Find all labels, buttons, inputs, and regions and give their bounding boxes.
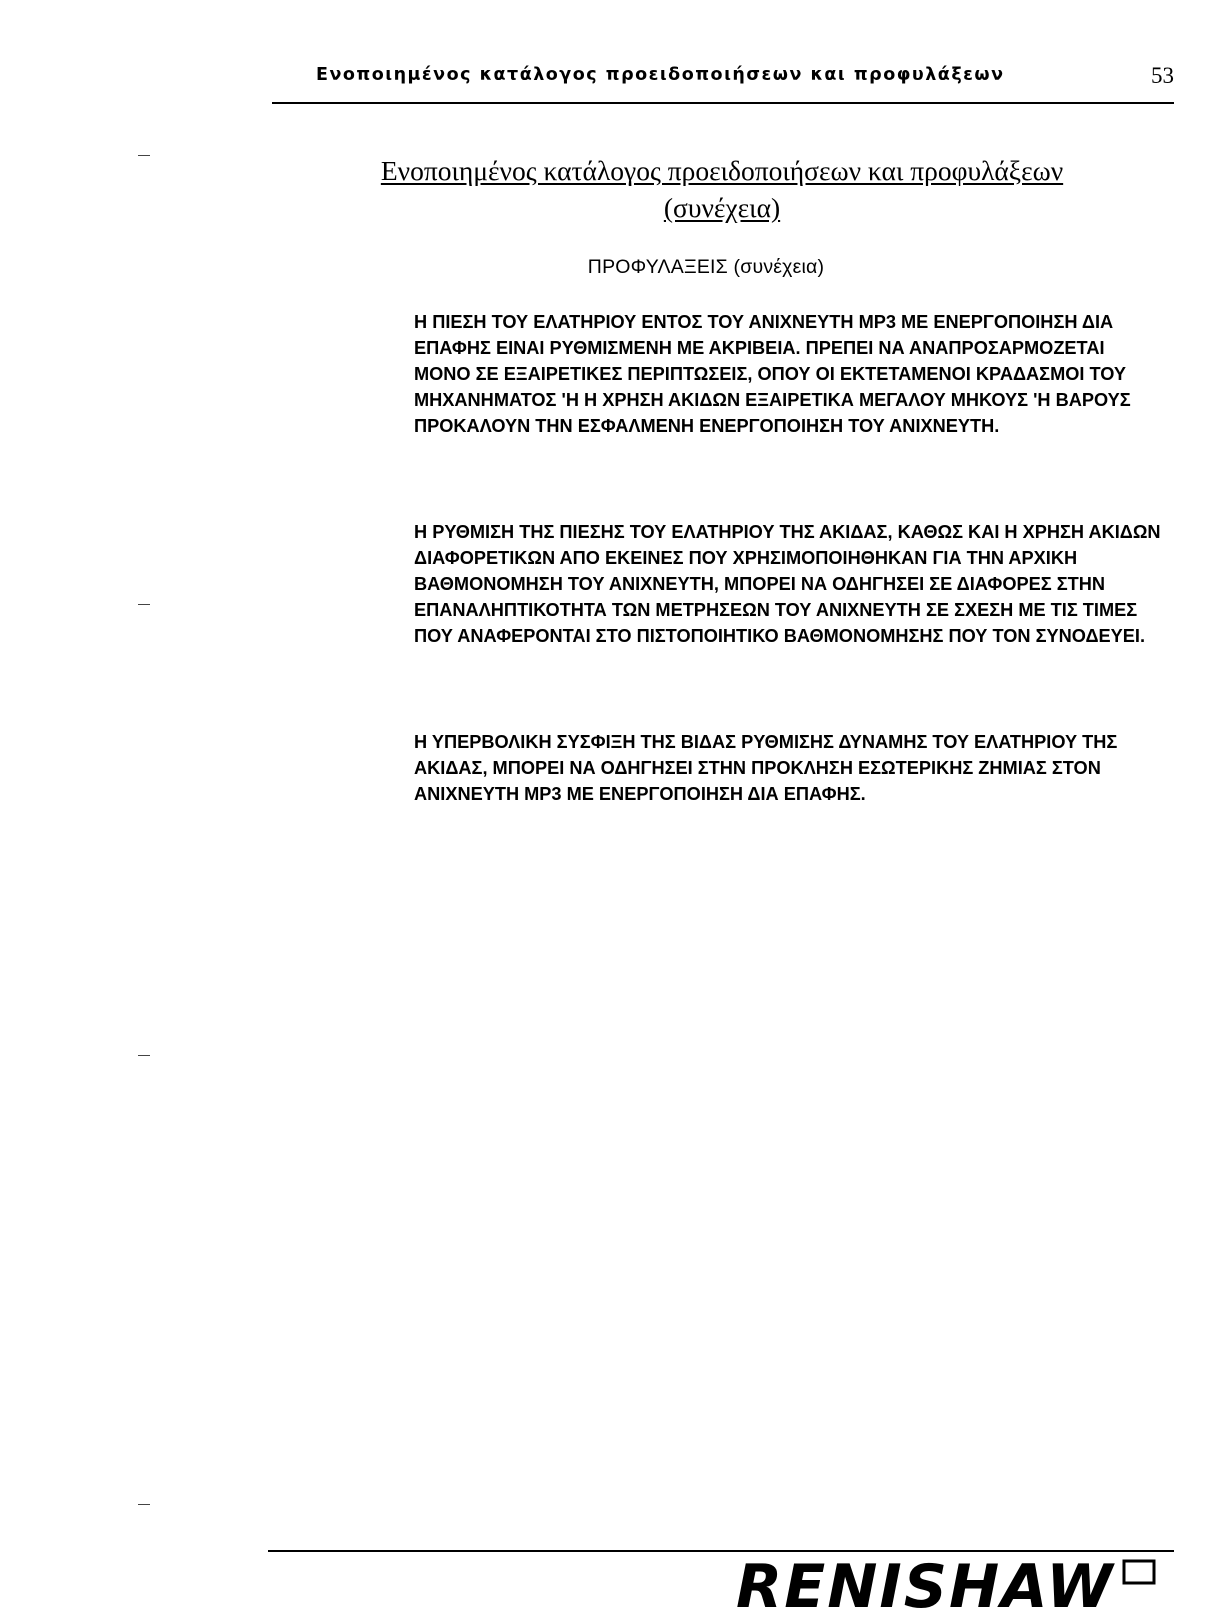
renishaw-logo-mark <box>736 1552 1162 1620</box>
logo-trademark-box <box>1124 1561 1154 1583</box>
running-title: Ενοποιημένος κατάλογος προειδοποιήσεων και προφυλάξεων <box>316 65 1005 85</box>
margin-mark <box>138 155 150 156</box>
page-title-line-2: (συνέχεια) <box>663 192 781 223</box>
precaution-paragraph-1: Η ΠΙΕΣΗ ΤΟΥ ΕΛΑΤΗΡΙΟΥ ΕΝΤΟΣ ΤΟΥ ΑΝΙΧΝΕΥΤΗ MP3 ΜΕ ΕΝΕΡΓΟΠΟΙΗΣΗ ΔΙΑ ΕΠΑΦΗΣ ΕΙΝΑΙ ΡΥΘΜΙΣΜΕΝΗ ΜΕ ΑΚΡΙΒΕΙΑ. ΠΡΕΠΕΙ ΝΑ ΑΝΑΠΡΟΣΑΡΜΟΖΕΤΑΙ ΜΟΝΟ ΣΕ ΕΞΑΙΡΕΤΙΚΕΣ ΠΕΡΙΠΤΩΣΕΙΣ, ΟΠΟΥ ΟΙ ΕΚΤΕΤΑΜΕΝΟΙ ΚΡΑΔΑΣΜΟΙ ΤΟΥ ΜΗΧΑΝΗΜΑΤΟΣ 'Η Η ΧΡΗΣΗ ΑΚΙΔΩΝ ΕΞΑΙΡΕΤΙΚΑ ΜΕΓΑΛΟΥ ΜΗΚΟΥΣ 'Η ΒΑΡΟΥΣ ΠΡΟΚΑΛΟΥΝ ΤΗΝ ΕΣΦΑΛΜΕΝΗ ΕΝΕΡΓΟΠΟΙΗΣΗ ΤΟΥ ΑΝΙΧΝΕΥΤΗ. <box>414 312 1131 436</box>
margin-mark <box>138 1504 150 1505</box>
section-heading: ΠΡΟΦΥΛΑΞΕΙΣ (συνέχεια) <box>587 256 825 278</box>
page-title <box>290 152 1154 226</box>
precaution-paragraph-3: Η ΥΠΕΡΒΟΛΙΚΗ ΣΥΣΦΙΞΗ ΤΗΣ ΒΙΔΑΣ ΡΥΘΜΙΣΗΣ ΔΥΝΑΜΗΣ ΤΟΥ ΕΛΑΤΗΡΙΟΥ ΤΗΣ ΑΚΙΔΑΣ, ΜΠΟΡΕΙ ΝΑ ΟΔΗΓΗΣΕΙ ΣΤΗΝ ΠΡΟΚΛΗΣΗ ΕΣΩΤΕΡΙΚΗΣ ΖΗΜΙΑΣ ΣΤΟΝ ΑΝΙΧΝΕΥΤΗ MP3 ΜΕ ΕΝΕΡΓΟΠΟΙΗΣΗ ΔΙΑ ΕΠΑΦΗΣ. <box>414 732 1118 804</box>
renishaw-logo-text: RENISHAW <box>736 1552 1115 1620</box>
page-title-line-1: Ενοποιημένος κατάλογος προειδοποιήσεων και προφυλάξεων <box>380 155 1064 186</box>
page-number: 53 <box>1151 63 1174 88</box>
margin-mark <box>138 1055 150 1056</box>
running-header <box>272 62 1174 104</box>
precaution-paragraph-2: Η ΡΥΘΜΙΣΗ ΤΗΣ ΠΙΕΣΗΣ ΤΟΥ ΕΛΑΤΗΡΙΟΥ ΤΗΣ ΑΚΙΔΑΣ, ΚΑΘΩΣ ΚΑΙ Η ΧΡΗΣΗ ΑΚΙΔΩΝ ΔΙΑΦΟΡΕΤΙΚΩΝ ΑΠΟ ΕΚΕΙΝΕΣ ΠΟΥ ΧΡΗΣΙΜΟΠΟΙΗΘΗΚΑΝ ΓΙΑ ΤΗΝ ΑΡΧΙΚΗ ΒΑΘΜΟΝΟΜΗΣΗ ΤΟΥ ΑΝΙΧΝΕΥΤΗ, ΜΠΟΡΕΙ ΝΑ ΟΔΗΓΗΣΕΙ ΣΕ ΔΙΑΦΟΡΕΣ ΣΤΗΝ ΕΠΑΝΑΛΗΠΤΙΚΟΤΗΤΑ ΤΩΝ ΜΕΤΡΗΣΕΩΝ ΤΟΥ ΑΝΙΧΝΕΥΤΗ ΣΕ ΣΧΕΣΗ ΜΕ ΤΙΣ ΤΙΜΕΣ ΠΟΥ ΑΝΑΦΕΡΟΝΤΑΙ ΣΤΟ ΠΙΣΤΟΠΟΙΗΤΙΚΟ ΒΑΘΜΟΝΟΜΗΣΗΣ ΠΟΥ ΤΟΝ ΣΥΝΟΔΕΥΕΙ. <box>414 522 1161 646</box>
margin-mark <box>138 604 150 605</box>
renishaw-logo <box>736 1552 1162 1620</box>
